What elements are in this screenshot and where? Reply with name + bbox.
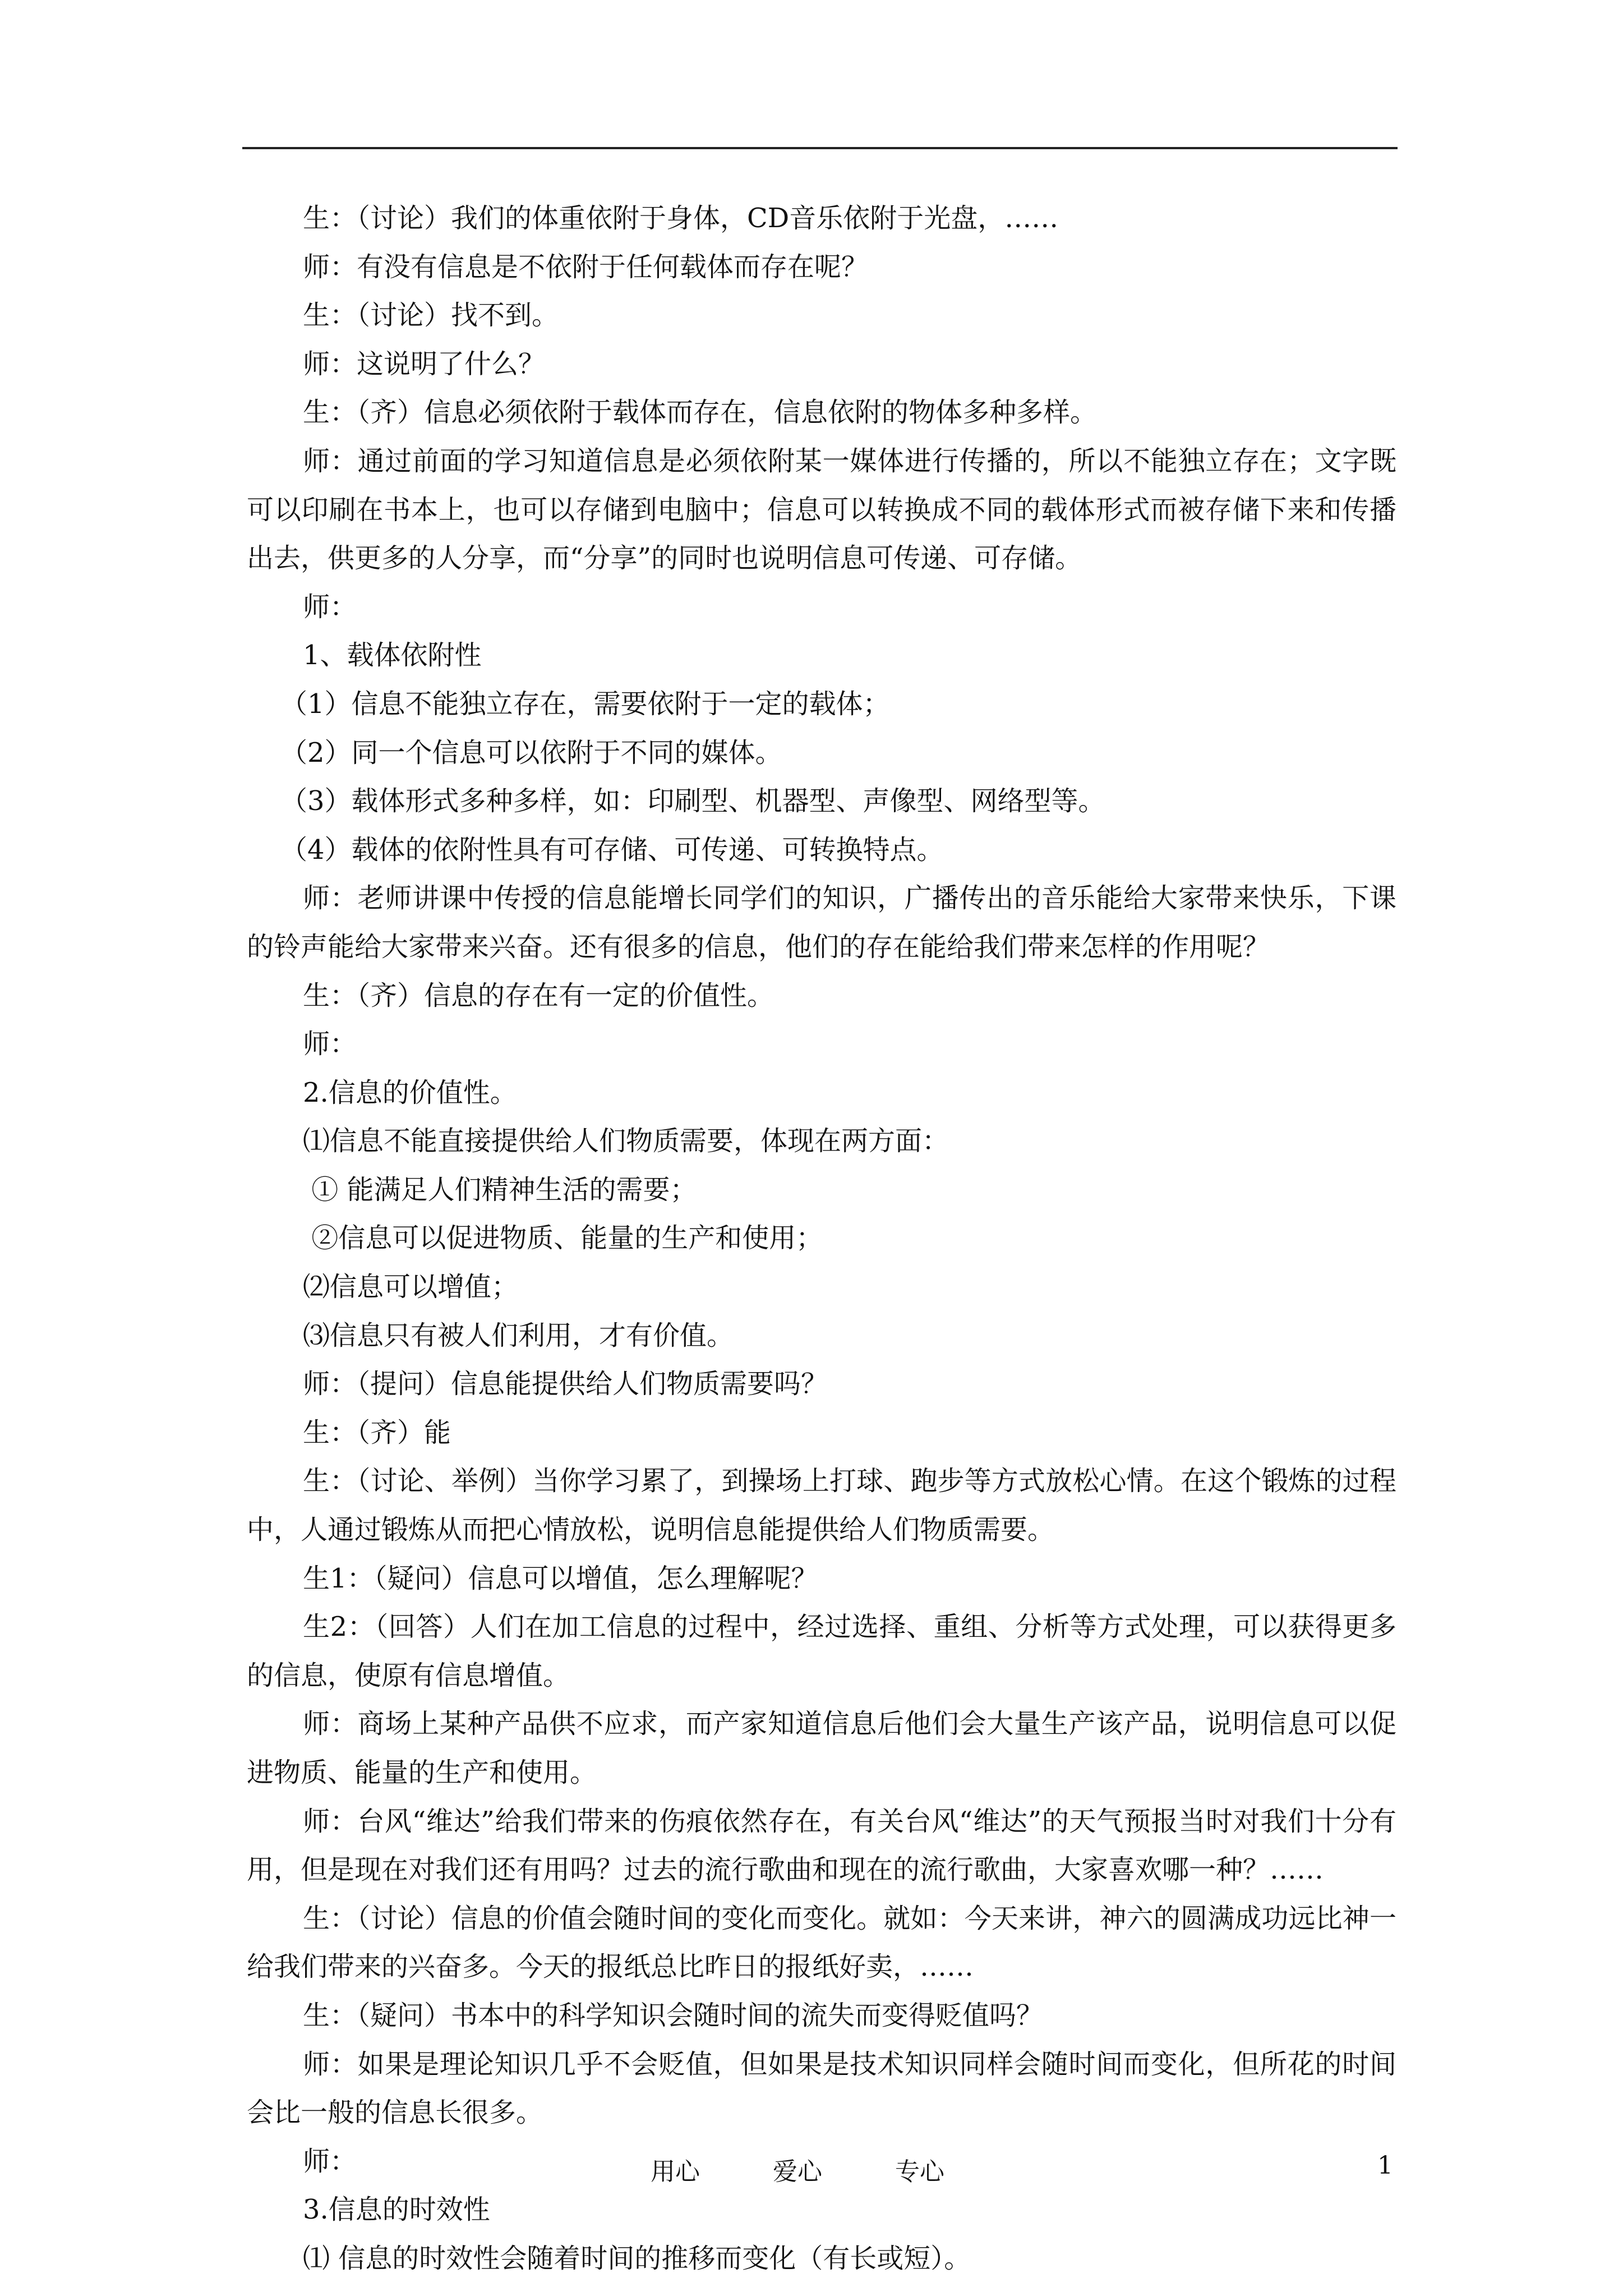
paragraph: ① 能满足人们精神生活的需要； xyxy=(303,1174,697,1205)
paragraph: 师： xyxy=(303,1028,357,1060)
paragraph: 师：（提问）信息能提供给人们物质需要吗？ xyxy=(303,1368,828,1400)
paragraph: （2）同一个信息可以依附于不同的媒体。 xyxy=(280,737,782,769)
footer-motto-word: 爱心 xyxy=(773,2157,822,2186)
paragraph: 生2：（回答）人们在加工信息的过程中，经过选择、重组、分析等方式处理，可以获得更多的信息，使原有信息增值。 xyxy=(247,1611,1396,1691)
paragraph: （1）信息不能独立存在，需要依附于一定的载体； xyxy=(280,688,890,720)
paragraph: 师： xyxy=(303,2145,357,2177)
paragraph: ⑴ 信息的时效性会随着时间的推移而变化（有长或短）。 xyxy=(303,2242,971,2274)
paragraph: ②信息可以促进物质、能量的生产和使用； xyxy=(303,1222,823,1254)
paragraph: 2.信息的价值性。 xyxy=(303,1076,517,1108)
paragraph: 师： xyxy=(303,591,357,623)
paragraph: ⑴信息不能直接提供给人们物质需要，体现在两方面： xyxy=(303,1125,949,1157)
paragraph: 生：（讨论、举例）当你学习累了，到操场上打球、跑步等方式放松心情。在这个锻炼的过程中，人通过锻炼从而把心情放松，说明信息能提供给人们物质需要。 xyxy=(247,1465,1396,1546)
paragraph: 生：（疑问）书本中的科学知识会随时间的流失而变得贬值吗？ xyxy=(303,1999,1044,2031)
header-rule xyxy=(242,147,1398,149)
paragraph: 生：（齐）信息必须依附于载体而存在，信息依附的物体多种多样。 xyxy=(303,397,1098,429)
footer-motto-word: 用心 xyxy=(651,2157,700,2186)
paragraph: 1、载体依附性 xyxy=(303,639,482,671)
paragraph: 师：老师讲课中传授的信息能增长同学们的知识，广播传出的音乐能给大家带来快乐，下课的铃声能给大家带来兴奋。还有很多的信息，他们的存在能给我们带来怎样的作用呢？ xyxy=(247,882,1396,963)
document-body xyxy=(247,194,1396,2283)
paragraph: （4）载体的依附性具有可存储、可传递、可转换特点。 xyxy=(280,834,944,866)
page-number: 1 xyxy=(1377,2151,1393,2180)
paragraph: 3.信息的时效性 xyxy=(303,2194,490,2226)
paragraph: 生：（讨论）找不到。 xyxy=(303,300,559,332)
paragraph: 生：（讨论）我们的体重依附于身体，CD音乐依附于光盘，…… xyxy=(303,203,1059,234)
paragraph: 生：（齐）信息的存在有一定的价值性。 xyxy=(303,979,774,1011)
paragraph: 生：（齐）能 xyxy=(303,1416,451,1448)
footer-motto xyxy=(651,2151,1017,2187)
paragraph: 师：通过前面的学习知道信息是必须依附某一媒体进行传播的，所以不能独立存在；文字既可以印刷在书本上，也可以存储到电脑中；信息可以转换成不同的载体形式而被存储下来和传播出去，供更多的人分享，而“分享”的同时也说明信息可传递、可存储。 xyxy=(247,445,1396,574)
paragraph: ⑶信息只有被人们利用，才有价值。 xyxy=(303,1319,734,1351)
paragraph: 师：台风“维达”给我们带来的伤痕依然存在，有关台风“维达”的天气预报当时对我们十分有用，但是现在对我们还有用吗？过去的流行歌曲和现在的流行歌曲，大家喜欢哪一种？…… xyxy=(247,1805,1396,1886)
paragraph: 师：有没有信息是不依附于任何载体而存在呢？ xyxy=(303,251,869,283)
paragraph: 生：（讨论）信息的价值会随时间的变化而变化。就如：今天来讲，神六的圆满成功远比神一给我们带来的兴奋多。今天的报纸总比昨日的报纸好卖，…… xyxy=(247,1902,1396,1983)
footer-motto-word: 专心 xyxy=(895,2157,944,2186)
paragraph: 师：这说明了什么？ xyxy=(303,348,546,380)
paragraph: 师：商场上某种产品供不应求，而产家知道信息后他们会大量生产该产品，说明信息可以促进物质、能量的生产和使用。 xyxy=(247,1708,1396,1788)
paragraph: ⑵信息可以增值； xyxy=(303,1271,519,1303)
paragraph: 师：如果是理论知识几乎不会贬值，但如果是技术知识同样会随时间而变化，但所花的时间会比一般的信息长很多。 xyxy=(247,2048,1396,2129)
paragraph: （3）载体形式多种多样，如：印刷型、机器型、声像型、网络型等。 xyxy=(280,785,1105,817)
page-footer xyxy=(0,2151,1623,2185)
paragraph: 生1：（疑问）信息可以增值，怎么理解呢？ xyxy=(303,1562,818,1594)
